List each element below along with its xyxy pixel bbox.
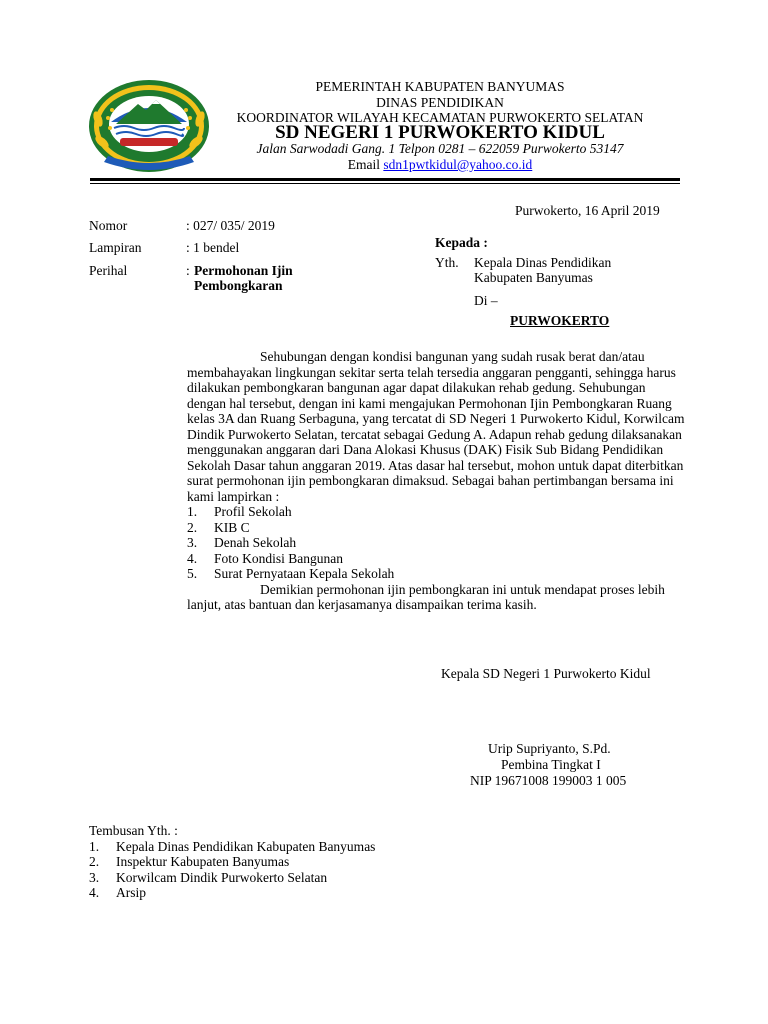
list-item — [89, 870, 375, 886]
recipient-di: Di – — [474, 293, 498, 308]
list-item-number: 4. — [187, 550, 198, 566]
recipient-name-line2: Kabupaten Banyumas — [474, 270, 593, 285]
tembusan-list — [89, 839, 375, 901]
tembusan-heading: Tembusan Yth. : — [89, 823, 178, 838]
signature-rank: Pembina Tingkat I — [501, 757, 601, 772]
signature-title: Kepala SD Negeri 1 Purwokerto Kidul — [441, 666, 651, 681]
list-item-number: 2. — [187, 519, 198, 535]
list-item-text: Profil Sekolah — [214, 504, 292, 519]
perihal-colon: : — [186, 263, 190, 278]
list-item-text: Foto Kondisi Bangunan — [214, 550, 344, 566]
list-item — [187, 535, 687, 551]
body-paragraph-2: Demikian permohonan ijin pembongkaran ini untuk mendapat proses lebih lanjut, atas bantuan dan kerjasamanya disampaikan terima kasih. — [187, 581, 665, 612]
list-item — [89, 839, 375, 855]
lampiran-value: : 1 bendel — [186, 240, 240, 255]
signature-nip: NIP 19671008 199003 1 005 — [470, 773, 627, 788]
kepada-label: Kepada : — [435, 235, 488, 250]
kabupaten-banyumas-emblem-icon — [86, 74, 212, 180]
list-item-text: Korwilcam Dindik Purwokerto Selatan — [116, 869, 328, 885]
letterhead-address: Jalan Sarwodadi Gang. 1 Telpon 0281 – 622059 Purwokerto 53147 — [256, 141, 624, 156]
tembusan-section — [89, 823, 375, 901]
letterhead-line-government: PEMERINTAH KABUPATEN BANYUMAS — [315, 79, 565, 94]
letter-date: Purwokerto, 16 April 2019 — [515, 203, 660, 218]
nomor-label: Nomor — [89, 218, 128, 233]
list-item — [89, 854, 375, 870]
perihal-subject-line1: Permohonan Ijin — [194, 263, 293, 278]
list-item — [187, 520, 687, 536]
email-label: Email — [347, 157, 380, 172]
list-item-text: KIB C — [214, 519, 250, 535]
perihal-label: Perihal — [89, 263, 128, 278]
recipient-city: PURWOKERTO — [510, 313, 610, 328]
letterhead-divider-thin — [90, 183, 680, 184]
email-link[interactable]: sdn1pwtkidul@yahoo.co.id — [383, 157, 533, 172]
list-item-number: 4. — [89, 885, 100, 900]
letter-body — [187, 349, 687, 613]
signature-name: Urip Supriyanto, S.Pd. — [488, 741, 611, 756]
letterhead — [0, 0, 768, 200]
list-item-text: Surat Pernyataan Kepala Sekolah — [214, 566, 395, 581]
recipient-name-line1: Kepala Dinas Pendidikan — [474, 255, 612, 270]
letterhead-email-line — [200, 157, 680, 173]
letterhead-line-department: DINAS PENDIDIKAN — [376, 95, 504, 110]
list-item — [187, 551, 687, 567]
list-item-number: 3. — [187, 535, 198, 550]
list-item — [187, 566, 687, 582]
letterhead-divider-thick — [90, 178, 680, 181]
list-item-text: Inspektur Kabupaten Banyumas — [116, 854, 290, 869]
list-item-text: Denah Sekolah — [214, 535, 297, 550]
list-item-number: 1. — [89, 838, 100, 854]
list-item-text: Arsip — [116, 885, 146, 900]
list-item-number: 1. — [187, 504, 198, 519]
letterhead-line-coordinator: KOORDINATOR WILAYAH KECAMATAN PURWOKERTO SELATAN — [236, 110, 644, 125]
list-item — [187, 504, 687, 520]
yth-label: Yth. — [435, 255, 459, 270]
body-paragraph-1: Sehubungan dengan kondisi bangunan yang sudah rusak berat dan/atau membahayakan lingkungan sekitar serta telah tersedia anggaran pengganti, sehingga harus dilakukan pembongkaran bangunan agar dapat dilakukan rehab gedung. Sehubungan dengan hal tersebut, dengan ini kami mengajukan Permohonan Ijin Pembongkaran Ruang kelas 3A dan Ruang Serbaguna, yang tercatat di SD Negeri 1 Purwokerto Kidul, Korwilcam Dindik Purwokerto Selatan, tercatat sebagai Gedung A. Adapun rehab gedung dilaksanakan menggunakan anggaran dari Dana Alokasi Khusus (DAK) Fisik Sub Bidang Pendidikan Sekolah Dasar tahun anggaran 2019. Atas dasar hal tersebut, mohon untuk dapat diterbitkan surat permohonan ijin pembongkaran dimaksud. Sebagai bahan pertimbangan bersama ini kami lampirkan : — [187, 349, 685, 504]
list-item — [89, 885, 375, 901]
list-item-text: Kepala Dinas Pendidikan Kabupaten Banyumas — [116, 838, 376, 854]
lampiran-label: Lampiran — [89, 240, 142, 255]
perihal-subject-line2: Pembongkaran — [194, 278, 283, 293]
nomor-value: : 027/ 035/ 2019 — [186, 218, 275, 233]
list-item-number: 2. — [89, 854, 100, 869]
list-item-number: 3. — [89, 869, 100, 885]
attachment-list — [187, 504, 687, 582]
list-item-number: 5. — [187, 566, 198, 581]
letterhead-school-name: SD NEGERI 1 PURWOKERTO KIDUL — [275, 122, 605, 143]
